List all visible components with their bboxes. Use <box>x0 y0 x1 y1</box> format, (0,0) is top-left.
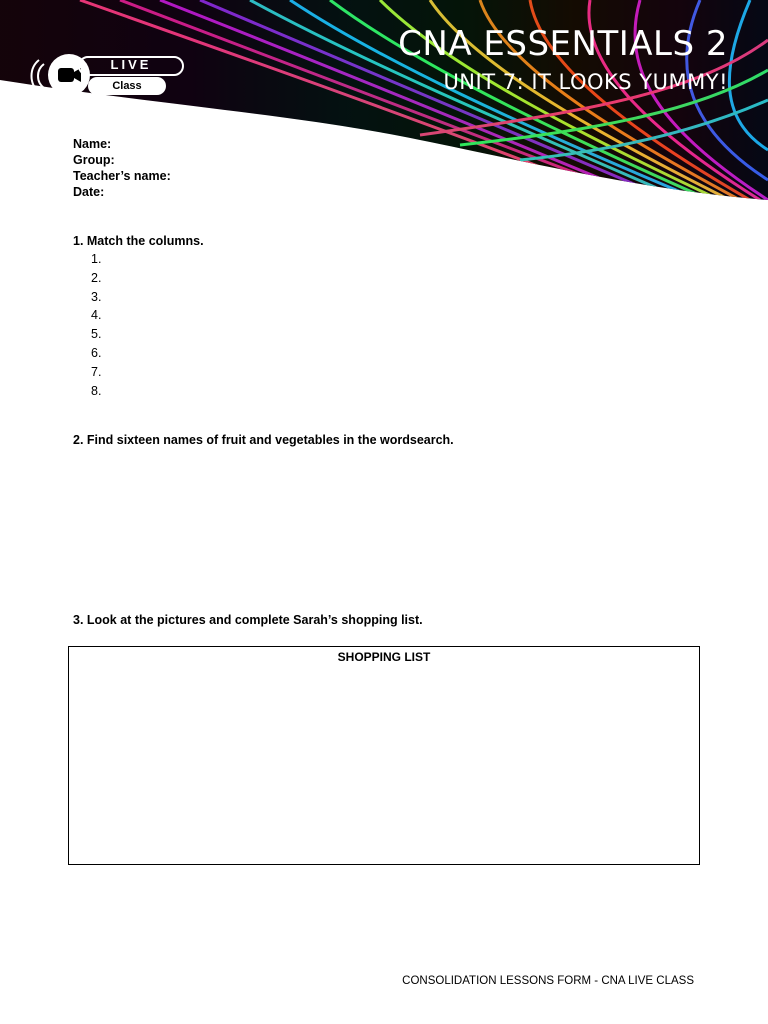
signal-waves-icon <box>30 56 50 96</box>
logo-class-text: Class <box>88 77 166 95</box>
question-1: 1. Match the columns. <box>73 234 204 248</box>
date-field-label: Date: <box>73 185 105 199</box>
list-item: 7. <box>91 364 102 379</box>
match-list <box>91 250 101 400</box>
shopping-list-title: SHOPPING LIST <box>337 650 431 664</box>
live-class-logo <box>30 52 160 98</box>
question-3: 3. Look at the pictures and complete Sarah’s shopping list. <box>73 613 423 627</box>
list-item: 3. <box>91 289 102 304</box>
list-item: 8. <box>91 383 102 398</box>
page-title: CNA ESSENTIALS 2 <box>398 24 728 64</box>
name-field-label: Name: <box>73 137 112 151</box>
logo-live-text: LIVE <box>110 57 152 72</box>
list-item: 4. <box>91 308 102 323</box>
footer-text: CONSOLIDATION LESSONS FORM - CNA LIVE CLASS <box>402 975 694 987</box>
group-field-label: Group: <box>73 153 115 167</box>
list-item: 6. <box>91 345 102 360</box>
list-item: 5. <box>91 327 102 342</box>
shopping-list-box[interactable] <box>68 646 700 865</box>
student-info <box>73 136 171 200</box>
question-2: 2. Find sixteen names of fruit and vegetables in the wordsearch. <box>73 433 454 447</box>
page-subtitle: UNIT 7: IT LOOKS YUMMY! <box>443 70 728 94</box>
list-item: 2. <box>91 270 102 285</box>
list-item: 1. <box>91 252 102 266</box>
teacher-field-label: Teacher’s name: <box>73 169 171 183</box>
